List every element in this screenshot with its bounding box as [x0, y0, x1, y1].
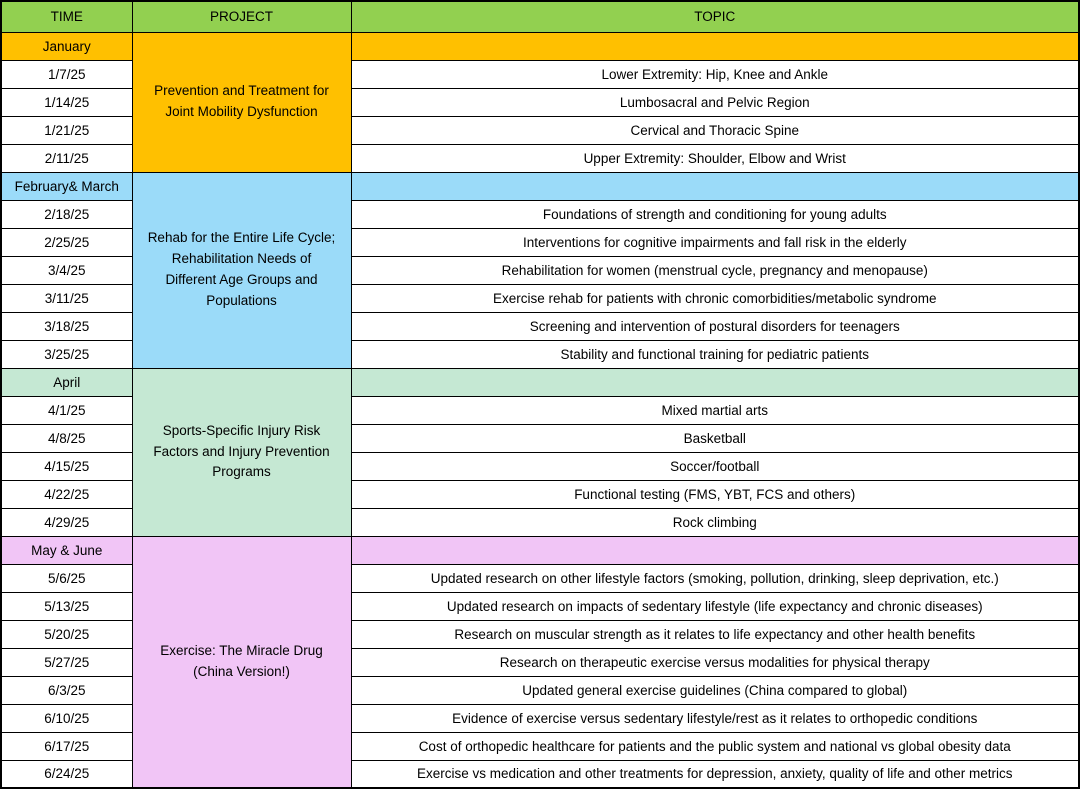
header-cell-time: TIME: [1, 1, 132, 32]
topic-cell: Cervical and Thoracic Spine: [351, 116, 1079, 144]
date-cell: 4/15/25: [1, 452, 132, 480]
topic-cell: Basketball: [351, 424, 1079, 452]
topic-cell: Exercise vs medication and other treatments for depression, anxiety, quality of life and other metrics: [351, 760, 1079, 788]
date-cell: 2/18/25: [1, 200, 132, 228]
topic-strip: [351, 172, 1079, 200]
month-row: [1, 32, 1079, 60]
date-cell: 3/18/25: [1, 312, 132, 340]
topic-cell: Interventions for cognitive impairments and fall risk in the elderly: [351, 228, 1079, 256]
date-cell: 4/8/25: [1, 424, 132, 452]
topic-cell: Research on therapeutic exercise versus modalities for physical therapy: [351, 648, 1079, 676]
date-cell: 1/14/25: [1, 88, 132, 116]
date-cell: 2/25/25: [1, 228, 132, 256]
date-cell: 6/24/25: [1, 760, 132, 788]
topic-cell: Updated general exercise guidelines (China compared to global): [351, 676, 1079, 704]
topic-cell: Screening and intervention of postural disorders for teenagers: [351, 312, 1079, 340]
month-cell: February& March: [1, 172, 132, 200]
topic-cell: Functional testing (FMS, YBT, FCS and others): [351, 480, 1079, 508]
topic-strip: [351, 32, 1079, 60]
header-cell-topic: TOPIC: [351, 1, 1079, 32]
topic-cell: Rock climbing: [351, 508, 1079, 536]
date-cell: 4/22/25: [1, 480, 132, 508]
header-cell-project: PROJECT: [132, 1, 351, 32]
date-cell: 6/10/25: [1, 704, 132, 732]
topic-cell: Stability and functional training for pediatric patients: [351, 340, 1079, 368]
topic-strip: [351, 536, 1079, 564]
header-row: [1, 1, 1079, 32]
date-cell: 5/27/25: [1, 648, 132, 676]
date-cell: 1/7/25: [1, 60, 132, 88]
date-cell: 5/20/25: [1, 620, 132, 648]
month-cell: April: [1, 368, 132, 396]
project-cell: Exercise: The Miracle Drug (China Version!): [132, 536, 351, 788]
date-cell: 3/4/25: [1, 256, 132, 284]
topic-cell: Soccer/football: [351, 452, 1079, 480]
date-cell: 3/11/25: [1, 284, 132, 312]
topic-cell: Evidence of exercise versus sedentary lifestyle/rest as it relates to orthopedic conditions: [351, 704, 1079, 732]
date-cell: 4/1/25: [1, 396, 132, 424]
month-cell: January: [1, 32, 132, 60]
date-cell: 5/13/25: [1, 592, 132, 620]
project-cell: Sports-Specific Injury Risk Factors and Injury Prevention Programs: [132, 368, 351, 536]
month-row: [1, 536, 1079, 564]
topic-cell: Lower Extremity: Hip, Knee and Ankle: [351, 60, 1079, 88]
topic-cell: Updated research on impacts of sedentary lifestyle (life expectancy and chronic diseases): [351, 592, 1079, 620]
project-cell: Prevention and Treatment for Joint Mobility Dysfunction: [132, 32, 351, 172]
topic-cell: Rehabilitation for women (menstrual cycle, pregnancy and menopause): [351, 256, 1079, 284]
topic-cell: Upper Extremity: Shoulder, Elbow and Wrist: [351, 144, 1079, 172]
topic-cell: Foundations of strength and conditioning for young adults: [351, 200, 1079, 228]
date-cell: 6/3/25: [1, 676, 132, 704]
date-cell: 3/25/25: [1, 340, 132, 368]
date-cell: 6/17/25: [1, 732, 132, 760]
topic-cell: Research on muscular strength as it relates to life expectancy and other health benefits: [351, 620, 1079, 648]
date-cell: 4/29/25: [1, 508, 132, 536]
project-cell: Rehab for the Entire Life Cycle; Rehabilitation Needs of Different Age Groups and Populations: [132, 172, 351, 368]
topic-cell: Updated research on other lifestyle factors (smoking, pollution, drinking, sleep deprivation, etc.): [351, 564, 1079, 592]
month-row: [1, 368, 1079, 396]
topic-cell: Lumbosacral and Pelvic Region: [351, 88, 1079, 116]
date-cell: 5/6/25: [1, 564, 132, 592]
month-cell: May & June: [1, 536, 132, 564]
topic-cell: Exercise rehab for patients with chronic comorbidities/metabolic syndrome: [351, 284, 1079, 312]
date-cell: 2/11/25: [1, 144, 132, 172]
month-row: [1, 172, 1079, 200]
topic-cell: Mixed martial arts: [351, 396, 1079, 424]
topic-cell: Cost of orthopedic healthcare for patients and the public system and national vs global obesity data: [351, 732, 1079, 760]
date-cell: 1/21/25: [1, 116, 132, 144]
topic-strip: [351, 368, 1079, 396]
schedule-table-body: [1, 32, 1079, 788]
